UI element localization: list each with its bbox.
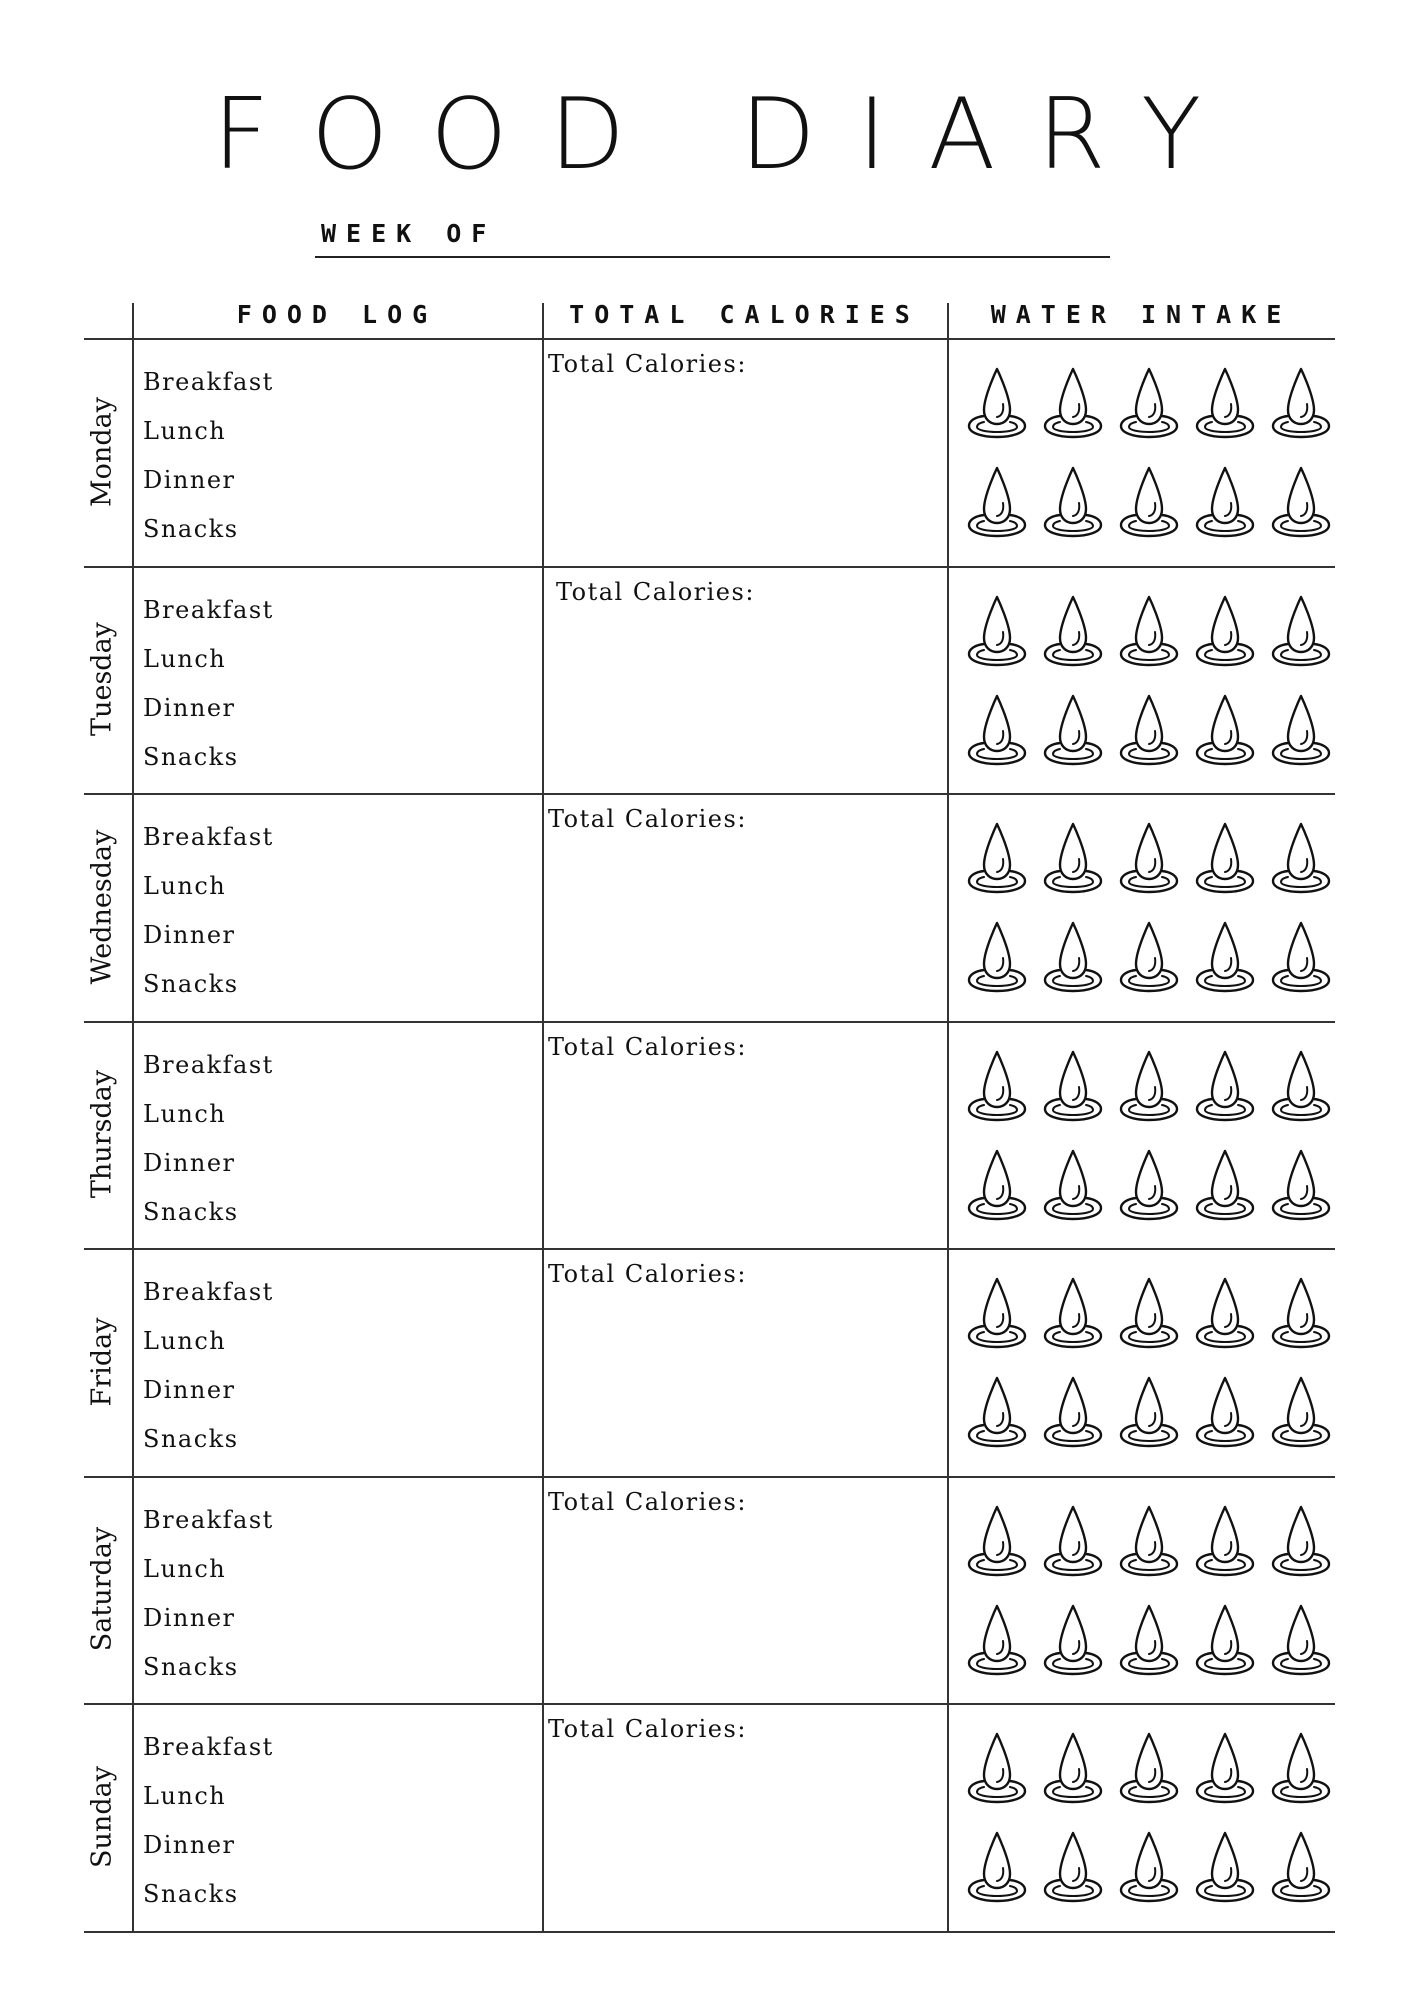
week-of-label: WEEK OF [321,219,497,248]
meal-label-breakfast[interactable]: Breakfast [143,1050,274,1079]
meal-label-snacks[interactable]: Snacks [143,1197,239,1226]
meal-label-lunch[interactable]: Lunch [143,1327,227,1355]
water-drop-icon[interactable] [1193,1049,1257,1127]
meal-label-breakfast[interactable]: Breakfast [143,1278,274,1306]
row-divider [84,1931,1335,1933]
meal-label-dinner[interactable]: Dinner [143,1376,236,1404]
meal-label-breakfast[interactable]: Breakfast [143,1505,274,1534]
water-drop-icon[interactable] [1269,693,1333,771]
water-drop-icon[interactable] [1269,1148,1333,1226]
water-drop-icon[interactable] [1117,1830,1181,1908]
meal-label-breakfast[interactable]: Breakfast [143,823,274,851]
day-label-tuesday: Tuesday [86,622,118,737]
water-drop-icon[interactable] [1041,1504,1105,1582]
water-drop-icon[interactable] [1041,821,1105,899]
water-drop-icon[interactable] [965,1049,1029,1127]
day-label-monday: Monday [86,396,118,507]
water-drop-icon[interactable] [1041,920,1105,998]
water-drop-icon[interactable] [1193,1375,1257,1453]
water-drop-icon[interactable] [1041,1830,1105,1908]
meal-label-dinner[interactable]: Dinner [143,921,236,949]
water-drop-icon[interactable] [1269,1276,1333,1354]
water-drop-icon[interactable] [965,693,1029,771]
water-drop-icon[interactable] [1117,1148,1181,1226]
meal-label-lunch[interactable]: Lunch [143,1782,227,1810]
meal-label-lunch[interactable]: Lunch [143,872,227,900]
row-divider [84,1703,1335,1705]
water-drop-icon[interactable] [1041,465,1105,543]
row-divider [84,793,1335,795]
total-calories-field[interactable]: Total Calories: [548,1715,747,1743]
total-calories-field[interactable]: Total Calories: [548,1032,747,1061]
water-drop-icon[interactable] [1117,594,1181,672]
meal-label-dinner[interactable]: Dinner [143,1831,236,1859]
total-calories-field[interactable]: Total Calories: [548,350,747,378]
row-divider [84,566,1335,568]
water-drop-icon[interactable] [965,920,1029,998]
water-drop-icon[interactable] [965,1276,1029,1354]
water-drop-icon[interactable] [1193,366,1257,444]
day-label-saturday: Saturday [86,1527,118,1652]
water-drop-icon[interactable] [1117,366,1181,444]
column-divider [542,303,544,1931]
water-drop-icon[interactable] [965,1731,1029,1809]
page-title: FOOD DIARY [212,78,1244,192]
meal-label-snacks[interactable]: Snacks [143,1425,239,1453]
meal-label-snacks[interactable]: Snacks [143,1652,239,1681]
water-drop-icon[interactable] [1193,1148,1257,1226]
water-drop-icon[interactable] [1193,821,1257,899]
water-drop-icon[interactable] [1041,1731,1105,1809]
row-divider [84,1248,1335,1250]
water-drop-icon[interactable] [1041,594,1105,672]
total-calories-field[interactable]: Total Calories: [548,1260,747,1288]
row-divider [84,1476,1335,1478]
water-drop-icon[interactable] [1193,1731,1257,1809]
water-drop-icon[interactable] [1193,465,1257,543]
water-drop-icon[interactable] [1193,594,1257,672]
water-drop-icon[interactable] [1269,920,1333,998]
column-header-food-log: FOOD LOG [236,300,438,329]
water-drop-icon[interactable] [1269,1375,1333,1453]
meal-label-breakfast[interactable]: Breakfast [143,368,274,396]
meal-label-snacks[interactable]: Snacks [143,1880,239,1908]
water-drop-icon[interactable] [1269,1049,1333,1127]
water-drop-icon[interactable] [1117,1375,1181,1453]
water-drop-icon[interactable] [1117,1049,1181,1127]
meal-label-dinner[interactable]: Dinner [143,1603,236,1632]
water-drop-icon[interactable] [1041,693,1105,771]
water-drop-icon[interactable] [1193,1504,1257,1582]
row-divider [84,1021,1335,1023]
meal-label-dinner[interactable]: Dinner [143,466,236,494]
water-drop-icon[interactable] [1041,1148,1105,1226]
water-drop-icon[interactable] [1269,1731,1333,1809]
water-drop-icon[interactable] [1041,1603,1105,1681]
column-divider [132,303,134,1931]
total-calories-field[interactable]: Total Calories: [548,1487,747,1516]
meal-label-breakfast[interactable]: Breakfast [143,1733,274,1761]
water-drop-icon[interactable] [1193,920,1257,998]
water-drop-icon[interactable] [1117,821,1181,899]
day-label-wednesday: Wednesday [86,829,118,985]
meal-label-lunch[interactable]: Lunch [143,1554,227,1583]
water-drop-icon[interactable] [1117,1603,1181,1681]
day-label-thursday: Thursday [86,1070,118,1199]
water-drop-icon[interactable] [965,1375,1029,1453]
day-label-sunday: Sunday [86,1765,118,1868]
meal-label-breakfast[interactable]: Breakfast [143,595,274,624]
meal-label-snacks[interactable]: Snacks [143,742,239,771]
water-drop-icon[interactable] [1193,1830,1257,1908]
water-drop-icon[interactable] [965,1504,1029,1582]
total-calories-field[interactable]: Total Calories: [548,805,747,833]
water-drop-icon[interactable] [965,594,1029,672]
week-of-field[interactable] [315,218,1110,258]
water-drop-icon[interactable] [1269,1603,1333,1681]
water-drop-icon[interactable] [1117,1504,1181,1582]
water-drop-icon[interactable] [965,1148,1029,1226]
meal-label-snacks[interactable]: Snacks [143,970,239,998]
water-drop-icon[interactable] [1041,1375,1105,1453]
water-drop-icon[interactable] [1117,920,1181,998]
column-header-total-calories: TOTAL CALORIES [569,300,920,329]
total-calories-field[interactable]: Total Calories: [556,577,755,606]
water-drop-icon[interactable] [965,366,1029,444]
water-drop-icon[interactable] [1041,1276,1105,1354]
water-drop-icon[interactable] [1193,1276,1257,1354]
day-label-friday: Friday [86,1317,118,1407]
meal-label-lunch[interactable]: Lunch [143,644,227,673]
water-drop-icon[interactable] [1193,693,1257,771]
water-drop-icon[interactable] [1269,1504,1333,1582]
water-drop-icon[interactable] [1193,1603,1257,1681]
row-divider [84,338,1335,340]
meal-label-dinner[interactable]: Dinner [143,1148,236,1177]
water-drop-icon[interactable] [1269,465,1333,543]
meal-label-lunch[interactable]: Lunch [143,1099,227,1128]
water-drop-icon[interactable] [1269,594,1333,672]
meal-label-dinner[interactable]: Dinner [143,693,236,722]
water-drop-icon[interactable] [1041,1049,1105,1127]
water-drop-icon[interactable] [1269,366,1333,444]
meal-label-snacks[interactable]: Snacks [143,515,239,543]
water-drop-icon[interactable] [965,1830,1029,1908]
water-drop-icon[interactable] [1117,693,1181,771]
water-drop-icon[interactable] [1041,366,1105,444]
water-drop-icon[interactable] [1117,1276,1181,1354]
water-drop-icon[interactable] [1117,465,1181,543]
water-drop-icon[interactable] [1269,821,1333,899]
column-divider [947,303,949,1931]
water-drop-icon[interactable] [1117,1731,1181,1809]
column-header-water-intake: WATER INTAKE [990,300,1292,329]
water-drop-icon[interactable] [965,465,1029,543]
water-drop-icon[interactable] [1269,1830,1333,1908]
water-drop-icon[interactable] [965,821,1029,899]
meal-label-lunch[interactable]: Lunch [143,417,227,445]
water-drop-icon[interactable] [965,1603,1029,1681]
